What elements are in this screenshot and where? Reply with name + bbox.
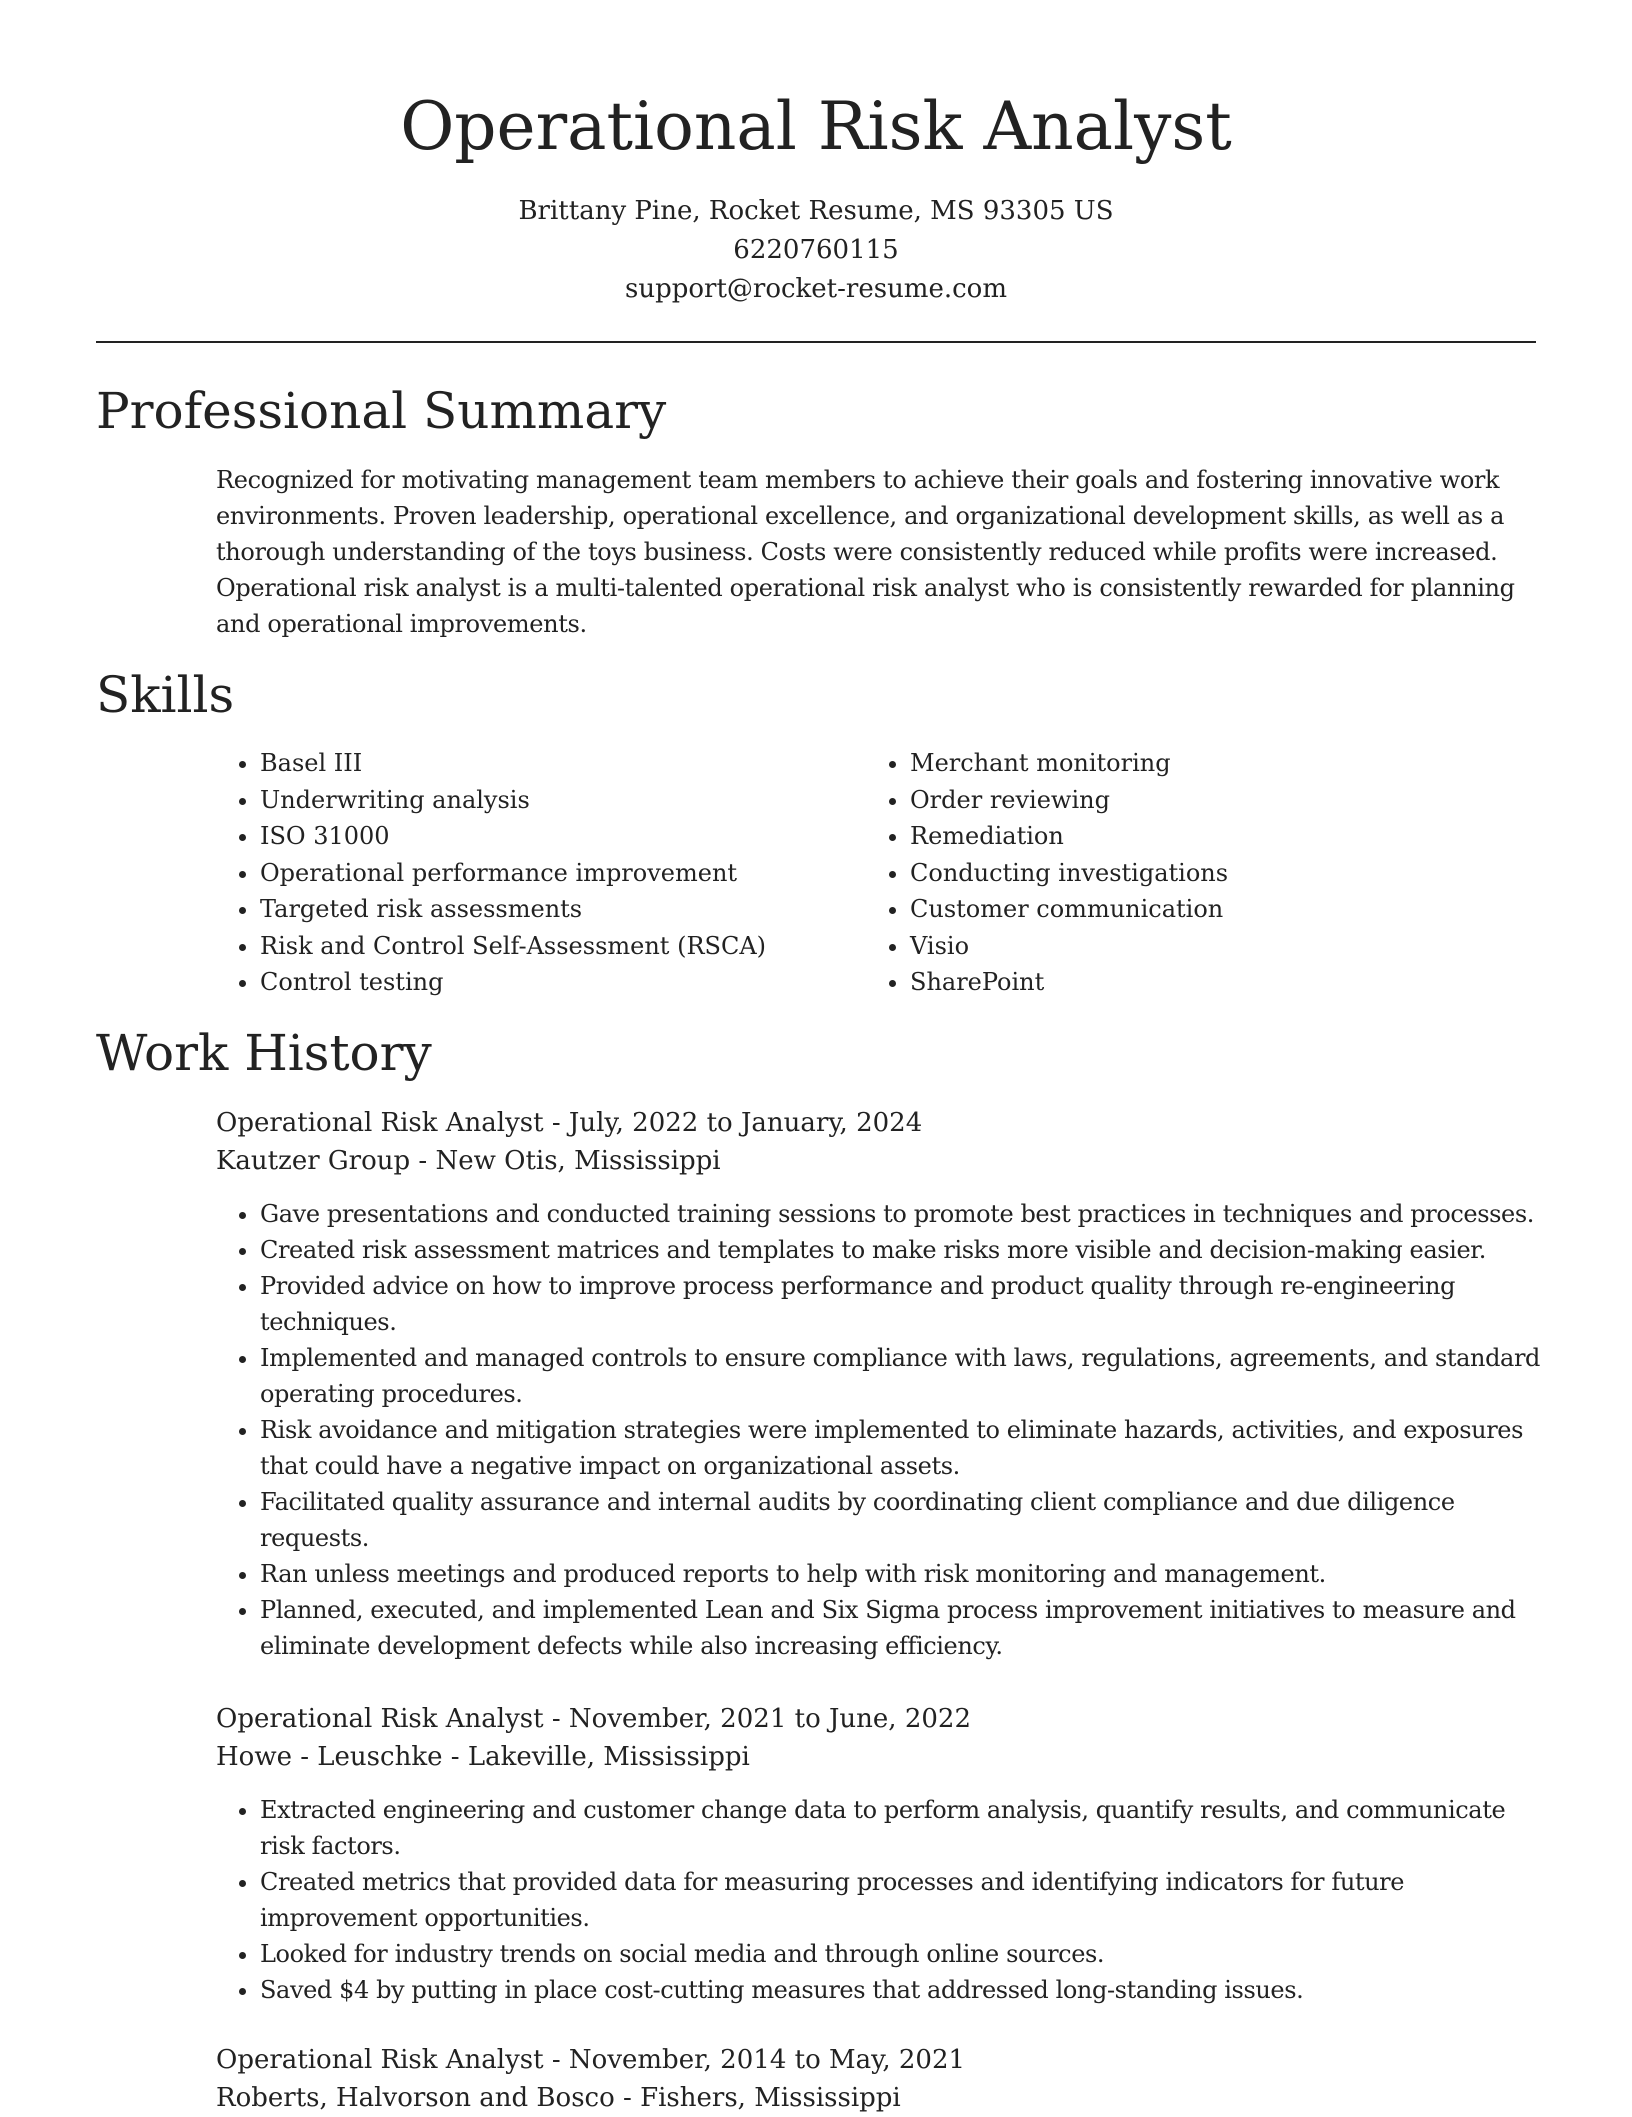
job-bullet: • Risk avoidance and mitigation strategies were implemented to eliminate hazards, activities, and exposures that could have a negative impact on organizational assets. [260, 1412, 1546, 1484]
job-location: Fishers, Mississippi [640, 2083, 901, 2113]
job-bullet: • Extracted engineering and customer change data to perform analysis, quantify results, and communicate risk factors. [260, 1792, 1546, 1864]
contact-address: Brittany Pine, Rocket Resume, MS 93305 US [518, 196, 1114, 226]
job-title-line [216, 1700, 1546, 1738]
skill-item: • Control testing [260, 964, 866, 1001]
resume-title: Operational Risk Analyst [400, 88, 1232, 165]
job-separator: - [418, 1146, 436, 1176]
job-title: Operational Risk Analyst [216, 2045, 544, 2075]
job-bullet: • Implemented and managed controls to ensure compliance with laws, regulations, agreements, and standard operating procedures. [260, 1340, 1546, 1412]
skill-item: • ISO 31000 [260, 818, 866, 855]
header-divider [96, 341, 1536, 343]
job-dates: July, 2022 to January, 2024 [568, 1108, 923, 1138]
skill-item: • Targeted risk assessments [260, 891, 866, 928]
contact-block [96, 192, 1536, 309]
skill-item: • Conducting investigations [910, 855, 1516, 892]
skill-item: • Order reviewing [910, 782, 1516, 819]
skills-column-right [866, 745, 1516, 1001]
job-bullet: • Created metrics that provided data for measuring processes and identifying indicators for future improvement opportunities. [260, 1864, 1546, 1936]
job-bullet: • Ran unless meetings and produced reports to help with risk monitoring and management. [260, 1556, 1546, 1592]
job-bullet: • Planned, executed, and implemented Lean and Six Sigma process improvement initiatives to measure and eliminate development defects while also increasing efficiency. [260, 1592, 1546, 1664]
job-bullet: • Provided advice on how to improve process performance and product quality through re-engineering techniques. [260, 1268, 1546, 1340]
job-title: Operational Risk Analyst [216, 1704, 544, 1734]
skill-item: • Customer communication [910, 891, 1516, 928]
job-company: Howe - Leuschke [216, 1742, 443, 1772]
skills-heading: Skills [96, 666, 235, 724]
job-title-line [216, 1104, 1546, 1142]
job-separator: - [623, 2083, 641, 2113]
job-bullet: • Created risk assessment matrices and templates to make risks more visible and decision-making easier. [260, 1232, 1546, 1268]
skill-item: • Visio [910, 928, 1516, 965]
contact-email: support@rocket-resume.com [624, 274, 1007, 304]
job-separator: - [450, 1742, 468, 1772]
skill-item: • SharePoint [910, 964, 1516, 1001]
job-title-line [216, 2041, 1546, 2079]
skill-item: • Basel III [260, 745, 866, 782]
job-location: New Otis, Mississippi [435, 1146, 721, 1176]
job-dates: November, 2014 to May, 2021 [568, 2045, 966, 2075]
summary-heading: Professional Summary [96, 382, 667, 440]
job-company-line [216, 1738, 1546, 1776]
job-entry [216, 1104, 1546, 1664]
job-bullet: • Gave presentations and conducted training sessions to promote best practices in techniques and processes. [260, 1196, 1546, 1232]
job-entry [216, 2041, 1546, 2117]
skill-item: • Remediation [910, 818, 1516, 855]
job-entry [216, 1700, 1546, 2008]
summary-text: Recognized for motivating management team members to achieve their goals and fostering innovative work environments. Proven leadership, operational excellence, and organizational development skills, as well as a thorough understanding of the toys business. Costs were consistently reduced while profits were increased. Operational risk analyst is a multi-talented operational risk analyst who is consistently rewarded for planning and operational improvements. [216, 466, 1515, 638]
contact-phone: 6220760115 [733, 235, 899, 265]
job-bullets [216, 1792, 1546, 2008]
job-company-line [216, 1142, 1546, 1180]
job-company: Roberts, Halvorson and Bosco [216, 2083, 615, 2113]
skill-item: • Risk and Control Self-Assessment (RSCA) [260, 928, 866, 965]
skill-item: • Operational performance improvement [260, 855, 866, 892]
job-bullet: • Looked for industry trends on social media and through online sources. [260, 1936, 1546, 1972]
job-bullets [216, 1196, 1546, 1664]
job-separator: - [551, 1108, 569, 1138]
job-company: Kautzer Group [216, 1146, 411, 1176]
job-separator: - [551, 1704, 569, 1734]
job-location: Lakeville, Mississippi [467, 1742, 750, 1772]
skills-column-left [216, 745, 866, 1001]
work-history-heading: Work History [96, 1024, 432, 1082]
job-company-line [216, 2079, 1546, 2117]
job-title: Operational Risk Analyst [216, 1108, 544, 1138]
job-bullet: • Saved $4 by putting in place cost-cutting measures that addressed long-standing issues. [260, 1972, 1546, 2008]
skill-item: • Merchant monitoring [910, 745, 1516, 782]
job-separator: - [551, 2045, 569, 2075]
skills-list [216, 745, 1536, 1001]
skill-item: • Underwriting analysis [260, 782, 866, 819]
job-bullet: • Facilitated quality assurance and internal audits by coordinating client compliance and due diligence requests. [260, 1484, 1546, 1556]
job-dates: November, 2021 to June, 2022 [568, 1704, 971, 1734]
